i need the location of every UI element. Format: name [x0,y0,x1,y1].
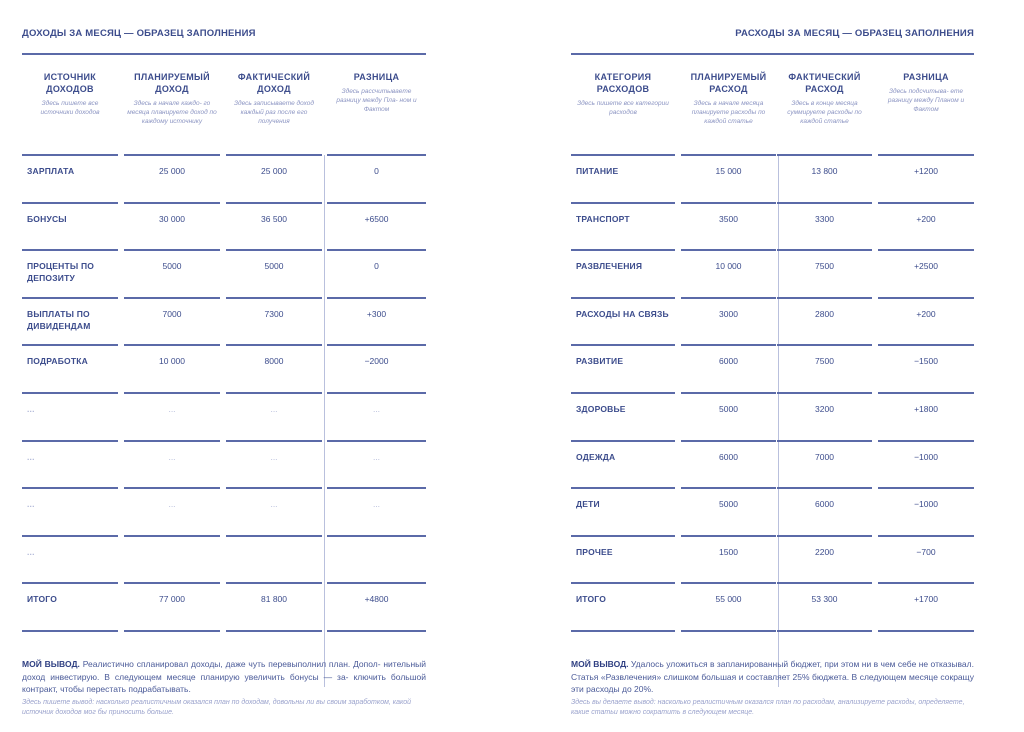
column-cells [226,156,322,632]
table-cell: +6500 [327,204,426,252]
expenses-title: РАСХОДЫ ЗА МЕСЯЦ — ОБРАЗЕЦ ЗАПОЛНЕНИЯ [735,28,974,39]
column-title: КАТЕГОРИЯ РАСХОДОВ [594,72,652,94]
table-cell: 30 000 [124,204,220,252]
table-cell: 2800 [777,299,872,347]
column-hint: Здесь в конце месяца суммируете расходы по каждой статье [787,100,862,125]
table-cell: 2200 [777,537,872,585]
table-cell: ЗАРПЛАТА [22,156,118,204]
total-cell: 53 300 [777,584,872,632]
table-cell: +2500 [878,251,974,299]
table-cell: 3200 [777,394,872,442]
total-cell: 77 000 [124,584,220,632]
column-title: РАЗНИЦА [353,72,400,82]
expenses-column-1 [681,55,776,632]
table-cell: 13 800 [777,156,872,204]
table-cell: +1200 [878,156,974,204]
table-cell: 36 500 [226,204,322,252]
column-cells [124,156,220,632]
table-cell: ... [226,442,322,490]
expenses-conclusion [571,658,974,696]
table-cell: РАЗВИТИЕ [571,346,675,394]
table-cell: 7500 [777,251,872,299]
table-cell: +200 [878,204,974,252]
total-cell: 81 800 [226,584,322,632]
table-cell: 6000 [681,442,776,490]
column-cells [571,156,675,632]
table-cell: ПРОЦЕНТЫ ПО ДЕПОЗИТУ [22,251,118,299]
expenses-conclusion-hint: Здесь вы делаете вывод: насколько реалистичным оказался план по расходам, анализируете расходы, определяете, какие статьи можно сократить в следующем месяце. [571,699,965,716]
table-cell: −2000 [327,346,426,394]
table-cell: 3500 [681,204,776,252]
table-cell: 8000 [226,346,322,394]
table-cell: 0 [327,156,426,204]
table-cell: 5000 [681,489,776,537]
table-cell: +200 [878,299,974,347]
income-conclusion-hint: Здесь пишете вывод: насколько реалистичным оказался план по доходам, довольны ли вы своим заработком, какой источник доходов мог бы приносить больше. [22,699,412,716]
table-cell: 3300 [777,204,872,252]
table-cell: 0 [327,251,426,299]
conclusion-label: МОЙ ВЫВОД. [571,659,629,669]
column-header [571,71,675,117]
income-column-1 [124,55,220,632]
income-title: ДОХОДЫ ЗА МЕСЯЦ — ОБРАЗЕЦ ЗАПОЛНЕНИЯ [22,28,256,39]
table-cell: 1500 [681,537,776,585]
table-cell: ... [327,442,426,490]
column-hint: Здесь рассчитываете разницу между Пла- ном и Фактом [336,88,417,113]
table-cell: −1500 [878,346,974,394]
table-cell: РАСХОДЫ НА СВЯЗЬ [571,299,675,347]
table-cell [226,537,322,585]
column-header [327,71,426,114]
table-cell: ... [327,489,426,537]
table-cell: 5000 [124,251,220,299]
table-cell: ... [22,489,118,537]
column-title: ПЛАНИРУЕМЫЙ ДОХОД [134,72,210,94]
column-header [777,71,872,126]
column-cells [777,156,872,632]
table-cell: ... [124,394,220,442]
table-cell: 7300 [226,299,322,347]
income-table [22,55,426,632]
table-cell: 10 000 [681,251,776,299]
income-column-0 [22,55,118,632]
column-title: ИСТОЧНИК ДОХОДОВ [43,72,97,94]
table-cell: ДЕТИ [571,489,675,537]
total-cell: +1700 [878,584,974,632]
column-header [22,71,118,117]
table-cell: ... [226,489,322,537]
table-cell: ... [22,394,118,442]
column-hint: Здесь подсчитыва- ете разницу между Планом и Фактом [887,88,965,113]
table-cell: ЗДОРОВЬЕ [571,394,675,442]
table-cell: ... [22,537,118,585]
table-cell: 6000 [777,489,872,537]
table-cell: ... [22,442,118,490]
column-hint: Здесь пишете все источники доходов [40,100,100,116]
table-cell: ОДЕЖДА [571,442,675,490]
table-cell: ТРАНСПОРТ [571,204,675,252]
table-cell: 7000 [777,442,872,490]
table-cell: 7500 [777,346,872,394]
column-title: РАЗНИЦА [903,72,949,82]
conclusion-text: Реалистично спланировал доходы, даже чуть перевыполнил план. Допол- нительный доход инвестирую. В следующем месяце планирую увеличить бонусы — за- ключить большой контракт, чтобы перестать подрабатывать. [22,659,426,694]
column-header [226,71,322,126]
total-cell: 55 000 [681,584,776,632]
table-cell: 5000 [226,251,322,299]
conclusion-label: МОЙ ВЫВОД. [22,659,80,669]
income-column-2 [226,55,322,632]
table-cell: ... [226,394,322,442]
income-page [22,0,426,732]
column-title: ФАКТИЧЕСКИЙ ДОХОД [237,72,311,94]
column-title: ФАКТИЧЕСКИЙ РАСХОД [788,72,861,94]
column-hint: Здесь в начале месяца планируете расходы по каждой статье [691,100,766,125]
table-cell: +300 [327,299,426,347]
table-cell: 3000 [681,299,776,347]
income-conclusion [22,658,426,696]
table-cell: −1000 [878,489,974,537]
total-cell: ИТОГО [571,584,675,632]
table-cell: 7000 [124,299,220,347]
table-cell: 25 000 [124,156,220,204]
table-cell: −1000 [878,442,974,490]
column-cells [327,156,426,632]
expenses-column-3 [878,55,974,632]
conclusion-text: Удалось уложиться в запланированный бюджет, при этом ни в чем себе не отказывал. Статья «Развлечения» слишком большая и составляет 25% бюджета. В следующем месяце сокращу эти расходы до 20%. [571,659,974,694]
column-hint: Здесь в начале каждо- го месяца планируете доход по каждому источнику [127,100,217,125]
column-header [124,71,220,126]
column-cells [681,156,776,632]
expenses-page [571,0,974,732]
column-title: ПЛАНИРУЕМЫЙ РАСХОД [690,72,767,94]
column-divider [324,155,325,687]
column-header [878,71,974,114]
table-cell: 5000 [681,394,776,442]
table-cell: −700 [878,537,974,585]
table-cell [124,537,220,585]
total-cell: ИТОГО [22,584,118,632]
expenses-column-2 [777,55,872,632]
expenses-column-0 [571,55,675,632]
table-cell: 10 000 [124,346,220,394]
table-cell: ВЫПЛАТЫ ПО ДИВИДЕНДАМ [22,299,118,347]
table-cell: 25 000 [226,156,322,204]
table-cell: ... [327,394,426,442]
total-cell: +4800 [327,584,426,632]
table-cell: ПИТАНИЕ [571,156,675,204]
column-cells [878,156,974,632]
table-cell: ПРОЧЕЕ [571,537,675,585]
income-column-3 [327,55,426,632]
column-cells [22,156,118,632]
table-cell: +1800 [878,394,974,442]
table-cell: РАЗВЛЕЧЕНИЯ [571,251,675,299]
expenses-table [571,55,974,632]
column-hint: Здесь пишете все категории расходов [577,100,669,116]
table-cell: 15 000 [681,156,776,204]
table-cell: ... [124,442,220,490]
table-cell: 6000 [681,346,776,394]
table-cell: ... [124,489,220,537]
column-hint: Здесь записываете доход каждый раз после его получения [233,100,314,125]
column-header [681,71,776,126]
table-cell: ПОДРАБОТКА [22,346,118,394]
table-cell: БОНУСЫ [22,204,118,252]
table-cell [327,537,426,585]
